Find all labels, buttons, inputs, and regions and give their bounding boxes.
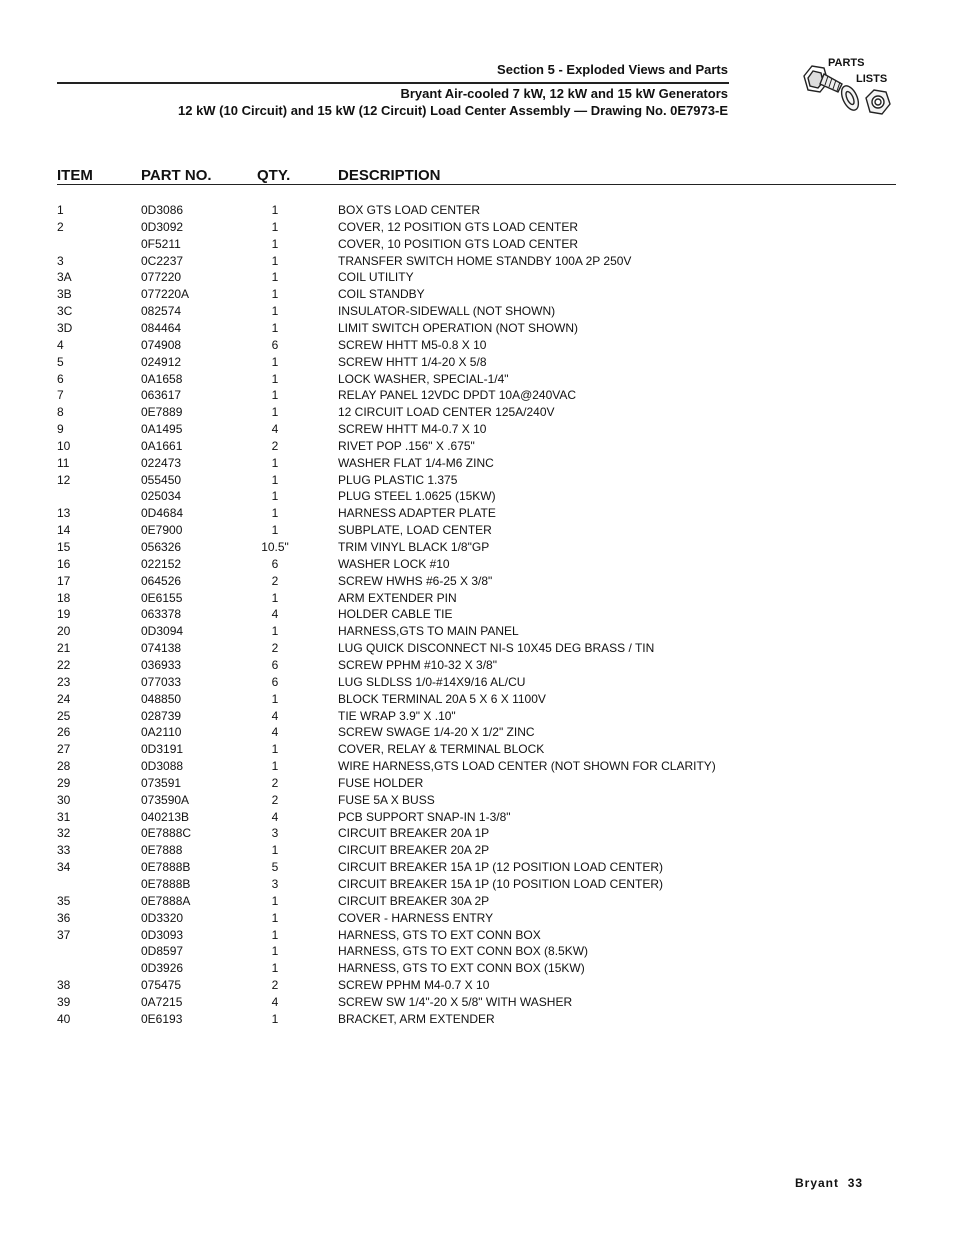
column-header-rule xyxy=(57,184,896,185)
table-row xyxy=(0,927,954,944)
cell-item: 3 xyxy=(57,253,64,268)
table-row xyxy=(0,404,954,421)
cell-qty: 2 xyxy=(271,438,279,453)
cell-description: HARNESS ADAPTER PLATE xyxy=(338,506,496,521)
cell-qty: 1 xyxy=(271,472,279,487)
cell-qty: 1 xyxy=(271,843,279,858)
table-row xyxy=(0,876,954,893)
cell-qty: 6 xyxy=(271,674,279,689)
cell-item: 14 xyxy=(57,523,71,538)
cell-item: 7 xyxy=(57,388,64,403)
cell-description: CIRCUIT BREAKER 20A 2P xyxy=(338,843,490,858)
cell-description: SCREW HHTT M5-0.8 X 10 xyxy=(338,337,487,352)
cell-description: BLOCK TERMINAL 20A 5 X 6 X 1100V xyxy=(338,691,546,706)
table-row xyxy=(0,606,954,623)
table-row xyxy=(0,590,954,607)
cell-description: FUSE 5A X BUSS xyxy=(338,792,435,807)
cell-item: 18 xyxy=(57,590,71,605)
cell-qty: 1 xyxy=(271,759,279,774)
table-row xyxy=(0,842,954,859)
table-row xyxy=(0,910,954,927)
cell-item: 30 xyxy=(57,792,71,807)
cell-item: 17 xyxy=(57,573,71,588)
cell-description: HARNESS,GTS TO MAIN PANEL xyxy=(338,624,519,639)
cell-item: 23 xyxy=(57,674,71,689)
cell-part-no: 0D4684 xyxy=(141,506,184,521)
cell-item: 5 xyxy=(57,354,64,369)
table-row xyxy=(0,809,954,826)
table-row xyxy=(0,472,954,489)
cell-description: CIRCUIT BREAKER 15A 1P (10 POSITION LOAD CENTER) xyxy=(338,877,663,891)
table-row xyxy=(0,387,954,404)
cell-description: PCB SUPPORT SNAP-IN 1-3/8" xyxy=(338,809,511,824)
cell-description: WIRE HARNESS,GTS LOAD CENTER (NOT SHOWN FOR CLARITY) xyxy=(338,759,716,774)
cell-description: LUG SLDLSS 1/0-#14X9/16 AL/CU xyxy=(338,674,526,689)
cell-qty: 1 xyxy=(271,910,279,925)
header-rule xyxy=(57,82,729,84)
table-row xyxy=(0,354,954,371)
footer-brand: Bryant xyxy=(795,1176,840,1190)
cell-part-no: 048850 xyxy=(141,691,182,706)
cell-part-no: 074138 xyxy=(141,641,182,656)
cell-item: 1 xyxy=(57,203,64,217)
cell-item: 9 xyxy=(57,422,64,437)
cell-qty: 1 xyxy=(271,742,279,757)
document-subtitle: Bryant Air-cooled 7 kW, 12 kW and 15 kW Generators xyxy=(400,86,728,101)
cell-description: FUSE HOLDER xyxy=(338,775,424,790)
cell-description: ARM EXTENDER PIN xyxy=(338,590,457,605)
cell-item: 11 xyxy=(57,455,70,470)
cell-description: BOX GTS LOAD CENTER xyxy=(338,203,481,217)
cell-description: CIRCUIT BREAKER 30A 2P xyxy=(338,893,490,908)
cell-item: 2 xyxy=(57,219,64,234)
cell-description: HARNESS, GTS TO EXT CONN BOX xyxy=(338,927,541,942)
table-row xyxy=(0,421,954,438)
cell-item: 21 xyxy=(57,641,71,656)
column-header-part-no: PART NO. xyxy=(141,167,212,184)
cell-item: 3C xyxy=(57,304,73,319)
cell-item: 29 xyxy=(57,775,71,790)
cell-qty: 3 xyxy=(271,877,279,891)
cell-part-no: 0F5211 xyxy=(141,236,181,251)
cell-description: COVER - HARNESS ENTRY xyxy=(338,910,494,925)
cell-part-no: 084464 xyxy=(141,320,182,335)
table-row xyxy=(0,539,954,556)
cell-part-no: 077033 xyxy=(141,674,182,689)
cell-description: SCREW HWHS #6-25 X 3/8" xyxy=(338,573,493,588)
cell-item: 13 xyxy=(57,506,71,521)
cell-item: 10 xyxy=(57,438,71,453)
cell-qty: 6 xyxy=(271,337,279,352)
cell-item: 25 xyxy=(57,708,71,723)
cell-part-no: 073590A xyxy=(141,792,190,807)
cell-item: 39 xyxy=(57,994,71,1009)
table-row xyxy=(0,640,954,657)
cell-qty: 1 xyxy=(271,691,279,706)
cell-item: 33 xyxy=(57,843,71,858)
cell-qty: 1 xyxy=(271,388,279,403)
cell-description: LIMIT SWITCH OPERATION (NOT SHOWN) xyxy=(338,320,578,335)
cell-part-no: 0A1658 xyxy=(141,371,183,386)
cell-item: 31 xyxy=(57,809,71,824)
table-row xyxy=(0,825,954,842)
table-row xyxy=(0,556,954,573)
cell-part-no: 064526 xyxy=(141,573,182,588)
cell-item: 15 xyxy=(57,540,71,554)
table-row xyxy=(0,320,954,337)
table-row xyxy=(0,943,954,960)
cell-qty: 1 xyxy=(271,203,279,217)
cell-qty: 1 xyxy=(271,304,279,319)
cell-part-no: 0D3088 xyxy=(141,759,184,774)
table-row xyxy=(0,1011,954,1028)
table-row xyxy=(0,371,954,388)
cell-qty: 1 xyxy=(271,590,279,605)
cell-description: CIRCUIT BREAKER 20A 1P xyxy=(338,826,490,841)
cell-qty: 10.5" xyxy=(261,540,289,554)
nut-icon xyxy=(866,90,890,114)
cell-part-no: 0E7888 xyxy=(141,843,183,858)
table-row xyxy=(0,724,954,741)
cell-part-no: 073591 xyxy=(141,775,182,790)
cell-item: 34 xyxy=(57,860,71,875)
cell-description: TIE WRAP 3.9" X .10" xyxy=(338,708,456,723)
cell-part-no: 0D3094 xyxy=(141,624,184,639)
cell-qty: 1 xyxy=(271,270,279,285)
cell-qty: 4 xyxy=(271,994,279,1009)
table-row xyxy=(0,337,954,354)
cell-description: HARNESS, GTS TO EXT CONN BOX (15KW) xyxy=(338,961,585,976)
column-header-qty: QTY. xyxy=(257,167,291,184)
cell-description: SCREW SW 1/4"-20 X 5/8" WITH WASHER xyxy=(338,994,573,1009)
cell-qty: 3 xyxy=(271,826,279,841)
section-title: Section 5 - Exploded Views and Parts xyxy=(497,62,728,77)
cell-qty: 4 xyxy=(271,708,279,723)
cell-description: BRACKET, ARM EXTENDER xyxy=(338,1011,495,1026)
table-row xyxy=(0,202,954,219)
cell-qty: 2 xyxy=(271,573,279,588)
cell-description: COIL STANDBY xyxy=(338,287,425,302)
cell-qty: 1 xyxy=(271,1011,279,1026)
cell-item: 38 xyxy=(57,978,71,993)
cell-qty: 1 xyxy=(271,371,279,386)
cell-description: RIVET POP .156" X .675" xyxy=(338,438,475,453)
cell-description: HOLDER CABLE TIE xyxy=(338,607,453,622)
table-row xyxy=(0,960,954,977)
table-row xyxy=(0,674,954,691)
cell-description: WASHER FLAT 1/4-M6 ZINC xyxy=(338,455,494,470)
assembly-title: 12 kW (10 Circuit) and 15 kW (12 Circuit) Load Center Assembly — Drawing No. 0E7973-E xyxy=(178,103,728,118)
cell-part-no: 0D3320 xyxy=(141,910,184,925)
table-row xyxy=(0,286,954,303)
cell-item: 36 xyxy=(57,910,71,925)
cell-part-no: 0A1661 xyxy=(141,438,183,453)
cell-qty: 1 xyxy=(271,354,279,369)
cell-qty: 4 xyxy=(271,422,279,437)
cell-description: INSULATOR-SIDEWALL (NOT SHOWN) xyxy=(338,304,556,319)
cell-description: RELAY PANEL 12VDC DPDT 10A@240VAC xyxy=(338,388,577,403)
cell-part-no: 0A1495 xyxy=(141,422,183,437)
cell-part-no: 074908 xyxy=(141,337,182,352)
cell-description: COIL UTILITY xyxy=(338,270,414,285)
cell-part-no: 025034 xyxy=(141,489,182,504)
cell-part-no: 0D3926 xyxy=(141,961,184,976)
table-row xyxy=(0,691,954,708)
cell-item: 8 xyxy=(57,405,64,420)
cell-part-no: 0A7215 xyxy=(141,994,183,1009)
table-row xyxy=(0,253,954,270)
cell-qty: 1 xyxy=(271,253,279,268)
cell-item: 3A xyxy=(57,270,72,285)
cell-description: COVER, 12 POSITION GTS LOAD CENTER xyxy=(338,219,579,234)
cell-description: SUBPLATE, LOAD CENTER xyxy=(338,523,492,538)
cell-qty: 1 xyxy=(271,320,279,335)
cell-description: PLUG STEEL 1.0625 (15KW) xyxy=(338,489,496,504)
logo-text-lists: LISTS xyxy=(856,73,888,85)
cell-qty: 1 xyxy=(271,961,279,976)
cell-qty: 1 xyxy=(271,927,279,942)
cell-part-no: 056326 xyxy=(141,540,182,554)
parts-lists-logo xyxy=(798,54,894,130)
cell-qty: 6 xyxy=(271,556,279,571)
cell-part-no: 075475 xyxy=(141,978,182,993)
cell-qty: 5 xyxy=(271,860,279,875)
table-row xyxy=(0,522,954,539)
cell-item: 3D xyxy=(57,320,73,335)
table-row xyxy=(0,505,954,522)
cell-qty: 1 xyxy=(271,944,279,959)
cell-qty: 2 xyxy=(271,978,279,993)
cell-part-no: 063378 xyxy=(141,607,182,622)
table-row xyxy=(0,219,954,236)
cell-part-no: 0E7888C xyxy=(141,826,192,841)
column-header-item: ITEM xyxy=(57,167,93,184)
cell-qty: 1 xyxy=(271,287,279,302)
cell-item: 32 xyxy=(57,826,71,841)
cell-qty: 1 xyxy=(271,489,279,504)
cell-part-no: 0E7888B xyxy=(141,877,191,891)
cell-part-no: 0E6155 xyxy=(141,590,183,605)
cell-part-no: 0D8597 xyxy=(141,944,184,959)
cell-part-no: 0D3086 xyxy=(141,203,184,217)
cell-part-no: 022473 xyxy=(141,455,182,470)
cell-qty: 4 xyxy=(271,809,279,824)
cell-qty: 1 xyxy=(271,506,279,521)
cell-description: WASHER LOCK #10 xyxy=(338,556,450,571)
table-row xyxy=(0,269,954,286)
cell-item: 3B xyxy=(57,287,72,302)
cell-description: SCREW HHTT M4-0.7 X 10 xyxy=(338,422,487,437)
cell-qty: 1 xyxy=(271,893,279,908)
table-row xyxy=(0,236,954,253)
cell-part-no: 0E7888B xyxy=(141,860,191,875)
cell-item: 4 xyxy=(57,337,64,352)
cell-qty: 1 xyxy=(271,523,279,538)
cell-qty: 2 xyxy=(271,792,279,807)
cell-part-no: 0E7900 xyxy=(141,523,183,538)
cell-qty: 1 xyxy=(271,236,279,251)
logo-text-parts: PARTS xyxy=(828,57,865,69)
cell-description: HARNESS, GTS TO EXT CONN BOX (8.5KW) xyxy=(338,944,589,959)
cell-description: SCREW HHTT 1/4-20 X 5/8 xyxy=(338,354,487,369)
cell-item: 28 xyxy=(57,759,71,774)
page-footer xyxy=(795,1176,863,1190)
cell-item: 6 xyxy=(57,371,64,386)
cell-item: 20 xyxy=(57,624,71,639)
cell-description: 12 CIRCUIT LOAD CENTER 125A/240V xyxy=(338,405,555,420)
cell-part-no: 024912 xyxy=(141,354,182,369)
cell-part-no: 0A2110 xyxy=(141,725,182,740)
page-number: 33 xyxy=(847,1176,864,1190)
table-row xyxy=(0,994,954,1011)
cell-part-no: 077220A xyxy=(141,287,190,302)
washer-icon xyxy=(838,83,862,112)
cell-part-no: 0E7889 xyxy=(141,405,183,420)
cell-part-no: 077220 xyxy=(141,270,182,285)
cell-part-no: 0E6193 xyxy=(141,1011,183,1026)
table-row xyxy=(0,657,954,674)
cell-part-no: 0D3093 xyxy=(141,927,184,942)
table-row xyxy=(0,741,954,758)
table-row xyxy=(0,893,954,910)
cell-qty: 2 xyxy=(271,775,279,790)
cell-description: LOCK WASHER, SPECIAL-1/4" xyxy=(338,371,509,386)
column-header-description: DESCRIPTION xyxy=(338,167,441,184)
cell-description: TRIM VINYL BLACK 1/8"GP xyxy=(338,540,490,554)
table-row xyxy=(0,623,954,640)
cell-part-no: 0E7888A xyxy=(141,893,191,908)
cell-item: 27 xyxy=(57,742,71,757)
cell-description: PLUG PLASTIC 1.375 xyxy=(338,472,458,487)
cell-description: SCREW PPHM M4-0.7 X 10 xyxy=(338,978,490,993)
cell-qty: 2 xyxy=(271,641,279,656)
cell-description: SCREW SWAGE 1/4-20 X 1/2" ZINC xyxy=(338,725,535,740)
table-row xyxy=(0,977,954,994)
bolt-icon xyxy=(804,66,842,92)
cell-part-no: 0D3092 xyxy=(141,219,184,234)
cell-description: SCREW PPHM #10-32 X 3/8" xyxy=(338,657,497,672)
cell-part-no: 022152 xyxy=(141,556,182,571)
cell-item: 12 xyxy=(57,472,71,487)
cell-qty: 4 xyxy=(271,725,279,740)
cell-part-no: 0D3191 xyxy=(141,742,184,757)
cell-item: 35 xyxy=(57,893,71,908)
cell-item: 26 xyxy=(57,725,71,740)
cell-description: TRANSFER SWITCH HOME STANDBY 100A 2P 250V xyxy=(338,253,632,268)
table-row xyxy=(0,455,954,472)
cell-item: 37 xyxy=(57,927,71,942)
cell-qty: 4 xyxy=(271,607,279,622)
cell-item: 40 xyxy=(57,1011,71,1026)
cell-part-no: 0C2237 xyxy=(141,253,184,268)
table-row xyxy=(0,792,954,809)
table-row xyxy=(0,573,954,590)
table-row xyxy=(0,488,954,505)
cell-item: 19 xyxy=(57,607,71,622)
cell-qty: 1 xyxy=(271,455,279,470)
cell-qty: 1 xyxy=(271,219,279,234)
table-row xyxy=(0,303,954,320)
cell-item: 22 xyxy=(57,657,71,672)
cell-part-no: 063617 xyxy=(141,388,182,403)
table-row xyxy=(0,438,954,455)
cell-part-no: 055450 xyxy=(141,472,182,487)
cell-item: 16 xyxy=(57,556,71,571)
cell-part-no: 028739 xyxy=(141,708,182,723)
cell-qty: 1 xyxy=(271,624,279,639)
cell-description: LUG QUICK DISCONNECT NI-S 10X45 DEG BRASS / TIN xyxy=(338,641,655,656)
cell-item: 24 xyxy=(57,691,71,706)
table-row xyxy=(0,859,954,876)
table-row xyxy=(0,758,954,775)
table-row xyxy=(0,775,954,792)
cell-description: COVER, 10 POSITION GTS LOAD CENTER xyxy=(338,236,579,251)
cell-qty: 6 xyxy=(271,657,279,672)
cell-description: CIRCUIT BREAKER 15A 1P (12 POSITION LOAD CENTER) xyxy=(338,860,663,875)
cell-part-no: 036933 xyxy=(141,657,182,672)
table-row xyxy=(0,708,954,725)
cell-part-no: 040213B xyxy=(141,809,190,824)
cell-description: COVER, RELAY & TERMINAL BLOCK xyxy=(338,742,545,757)
cell-part-no: 082574 xyxy=(141,304,182,319)
cell-qty: 1 xyxy=(271,405,279,420)
